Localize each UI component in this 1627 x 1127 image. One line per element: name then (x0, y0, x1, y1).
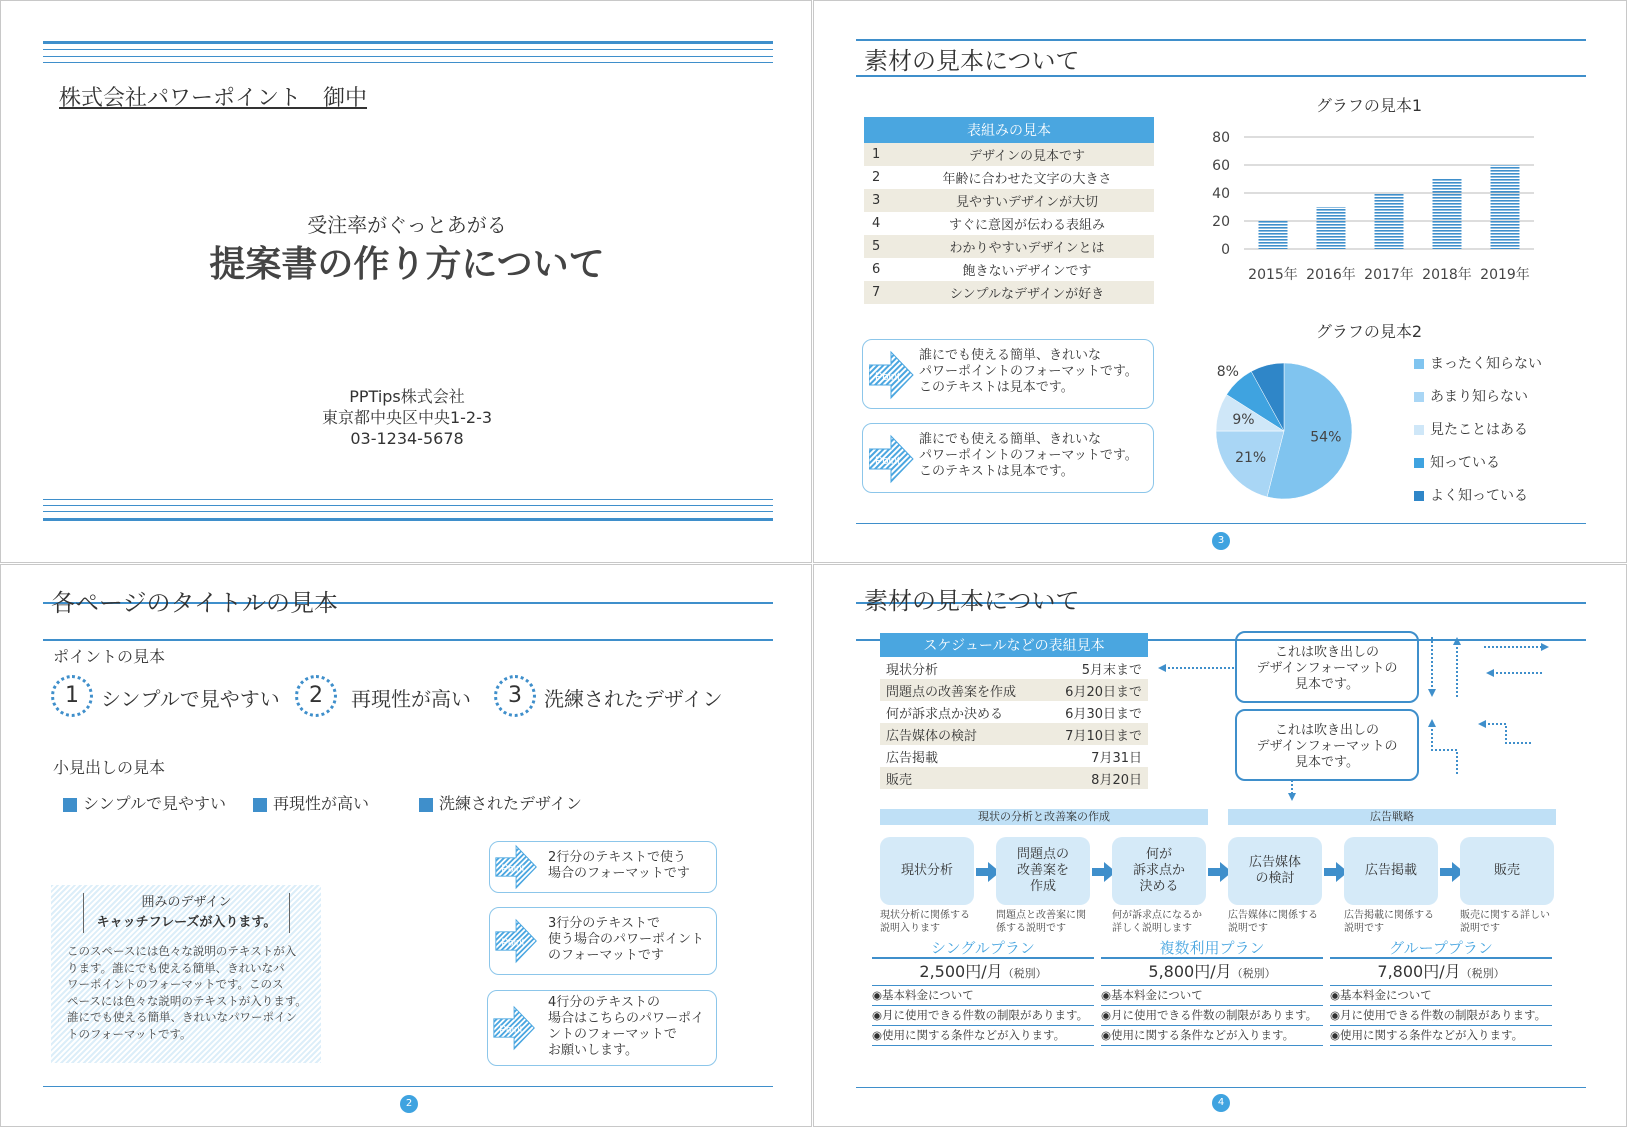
top-rule (43, 56, 773, 57)
plan-name: シングルプラン (872, 937, 1094, 959)
plan-name: 複数利用プラン (1101, 937, 1323, 959)
plan-card (1101, 937, 1323, 1046)
legend-label: よく知っている (1430, 488, 1528, 504)
step-label: 作成 (1029, 879, 1056, 894)
y-tick-label: 0 (1221, 242, 1230, 258)
company-info (1, 386, 812, 449)
box-header (83, 893, 290, 933)
date-cell: 8月20日 (1045, 767, 1148, 789)
slide-3-materials[interactable] (813, 0, 1627, 563)
row-number: 1 (864, 143, 900, 166)
step-label: 訴求点か (1132, 863, 1185, 878)
pie-value-label: 54% (1310, 429, 1342, 446)
plan-name: グループプラン (1330, 937, 1552, 959)
step-description (1460, 909, 1550, 935)
box-body-line: ワーポイントのフォーマットです。このス (67, 977, 284, 991)
date-cell: 6月20日まで (1045, 679, 1148, 701)
step-desc-line: 販売に関する詳しい (1460, 910, 1550, 921)
table-row (880, 745, 1148, 767)
step-description (1344, 909, 1434, 935)
point-line: 使う場合のパワーポイント (548, 932, 705, 947)
x-tick-label: 2016年 (1306, 267, 1356, 283)
plan-feature: ◉使用に関する条件などが入ります。 (1330, 1026, 1552, 1046)
company-phone: 03-1234-5678 (350, 429, 464, 448)
svg-text:Point: Point (875, 455, 901, 467)
page-number: 2 (400, 1095, 418, 1113)
point-line: パワーポイントのフォーマットです。 (919, 448, 1138, 463)
step-desc-line: 現状分析に関係する (880, 910, 970, 921)
x-tick-label: 2017年 (1364, 267, 1414, 283)
point-line: 誰にでも使える簡単、きれいな (919, 432, 1102, 447)
table-row (880, 767, 1148, 789)
plan-feature: ◉月に使用できる件数の制限があります。 (1101, 1006, 1323, 1026)
box-body (67, 943, 307, 1042)
step-label: 問題点の (1016, 847, 1069, 862)
bottom-rule (43, 505, 773, 506)
square-bullet-icon (63, 798, 77, 812)
step-description (1228, 909, 1318, 935)
top-rule (43, 62, 773, 63)
table-row (880, 657, 1148, 679)
step-description (1112, 909, 1202, 935)
process-step (1460, 837, 1554, 905)
title-rule-bottom (43, 639, 773, 641)
x-tick-label: 2018年 (1422, 267, 1472, 283)
row-text: すぐに意図が伝わる表組み (948, 218, 1105, 233)
point-line: 3行分のテキストで (548, 916, 661, 931)
row-number: 2 (872, 170, 881, 185)
subheading-item (419, 791, 582, 814)
table-row (880, 701, 1148, 723)
box-title: 囲みのデザイン (141, 895, 232, 910)
row-number: 7 (864, 281, 900, 304)
point-line: 誰にでも使える簡単、きれいな (919, 348, 1102, 363)
point-box-2lines (489, 841, 717, 893)
top-rule (43, 41, 773, 44)
slide-title: 素材の見本について (864, 587, 1080, 615)
box-body-line: ペースには色々な説明のテキストが入ります。 (67, 993, 307, 1008)
legend-swatch (1414, 491, 1424, 501)
subheading-label: 洗練されたデザイン (439, 794, 582, 813)
table-row (864, 281, 1154, 304)
plan-price (1330, 959, 1552, 986)
process-step (1228, 837, 1322, 905)
table-row (864, 189, 1154, 212)
pie-chart (1214, 361, 1394, 521)
legend-entry (1414, 386, 1528, 406)
process-step (996, 837, 1090, 905)
point-arrow-icon (494, 844, 540, 890)
subheading-heading: 小見出しの見本 (53, 758, 166, 777)
legend-swatch (1414, 392, 1424, 402)
footer-rule (856, 523, 1586, 524)
bar (1259, 221, 1288, 249)
legend-label: 知っている (1430, 455, 1500, 471)
square-bullet-icon (419, 798, 433, 812)
point-arrow-icon (869, 350, 915, 400)
legend-entry (1414, 353, 1542, 373)
y-tick-label: 40 (1212, 186, 1230, 202)
title-rule-bottom (856, 75, 1586, 77)
point-line: ントのフォーマットで (548, 1027, 677, 1042)
price-tax: （税別） (1460, 967, 1505, 980)
footer-rule (856, 1087, 1586, 1088)
point-arrow-icon (494, 918, 540, 964)
step-desc-line: 説明です (1228, 923, 1268, 934)
step-label: 決める (1139, 879, 1179, 894)
point-text: 再現性が高い (351, 687, 471, 711)
step-desc-line: 詳しく説明します (1112, 923, 1192, 934)
step-label: の検討 (1255, 871, 1295, 886)
task-cell: 何が訴求点か決める (886, 706, 1004, 722)
svg-text:Point: Point (501, 863, 525, 875)
point-text (548, 916, 704, 964)
row-text: デザインの見本です (900, 143, 1154, 166)
box-body-line: ります。誰にでも使える簡単、きれいなパ (67, 960, 285, 975)
bar (1491, 165, 1520, 249)
step-description (996, 909, 1086, 935)
step-desc-line: 広告掲載に関係する (1344, 910, 1434, 921)
row-number: 5 (864, 235, 900, 258)
slide-title: 素材の見本について (864, 47, 1080, 75)
company-address: 東京都中央区中央1-2-3 (321, 408, 493, 427)
task-cell: 販売 (880, 767, 1045, 789)
date-cell: 6月30日まで (1065, 706, 1142, 722)
legend-swatch (1414, 425, 1424, 435)
step-label: 広告媒体 (1248, 855, 1301, 870)
point-line: 2行分のテキストで使う (548, 850, 687, 865)
price-value: 2,500円/月 (919, 962, 1003, 981)
svg-text:Point: Point (875, 371, 901, 383)
x-tick-label: 2015年 (1248, 267, 1298, 283)
plan-card (872, 937, 1094, 1046)
top-rule (43, 49, 773, 50)
task-cell: 広告媒体の検討 (880, 723, 1045, 745)
row-text: わかりやすいデザインとは (900, 235, 1154, 258)
footer-rule (43, 1086, 773, 1087)
subheading-item (253, 791, 369, 814)
step-description (880, 909, 970, 935)
bubble-line: デザインフォーマットの (1256, 739, 1398, 754)
task-cell: 現状分析 (886, 662, 939, 678)
point-line: のフォーマットです (548, 948, 664, 963)
pie-chart-title: グラフの見本2 (1315, 322, 1423, 341)
legend-swatch (1414, 458, 1424, 468)
legend-entry (1414, 485, 1528, 505)
box-body-line: 誰にでも使える簡単、きれいなパワーポイン (67, 1010, 297, 1024)
step-label: 改善案を (1016, 863, 1069, 878)
row-text: シンプルなデザインが好き (900, 281, 1154, 304)
date-cell: 7月31日 (1091, 750, 1142, 766)
bottom-rule (43, 511, 773, 512)
pie-value-label: 9% (1232, 412, 1255, 429)
box-body-line: このスペースには色々な説明のテキストが入 (67, 944, 297, 958)
step-label: 広告掲載 (1364, 863, 1417, 878)
row-number: 4 (872, 216, 881, 231)
plan-feature: ◉基本料金について (872, 986, 1094, 1006)
step-desc-line: 説明入ります (880, 923, 940, 934)
price-value: 5,800円/月 (1148, 962, 1232, 981)
bar (1317, 207, 1346, 249)
step-label: 販売 (1493, 863, 1520, 878)
table-row (864, 212, 1154, 235)
table-row (864, 143, 1154, 166)
bubble-line: 見本です。 (1295, 755, 1359, 770)
point-box-1 (862, 339, 1154, 409)
step-label: 何が (1145, 847, 1172, 862)
point-text: シンプルで見やすい (101, 687, 280, 711)
point-text-2 (919, 432, 1138, 480)
legend-swatch (1414, 359, 1424, 369)
phase-bar-1: 現状の分析と改善案の作成 (880, 809, 1208, 825)
row-number: 3 (864, 189, 900, 212)
point-arrow-icon (869, 434, 915, 484)
cover-subtitle: 受注率がぐっとあがる (307, 213, 507, 237)
bubble-line: 見本です。 (1295, 677, 1359, 692)
bar (1375, 193, 1404, 249)
pie-value-label: 8% (1216, 364, 1239, 381)
points-heading: ポイントの見本 (53, 647, 166, 666)
bottom-rule (43, 499, 773, 500)
table-row (864, 258, 1154, 281)
point-text-1 (919, 348, 1138, 396)
row-text: 見やすいデザインが大切 (900, 189, 1154, 212)
slide-4-materials[interactable] (813, 564, 1627, 1127)
legend-entry (1414, 419, 1528, 439)
svg-text:Point: Point (501, 937, 525, 949)
step-desc-line: 説明です (1460, 923, 1500, 934)
legend-label: まったく知らない (1430, 356, 1542, 372)
slide-1-cover[interactable] (0, 0, 812, 563)
table-row (864, 235, 1154, 258)
point-arrow-icon (492, 1005, 538, 1051)
table-header: 表組みの見本 (864, 117, 1154, 143)
point-text (548, 995, 704, 1059)
task-cell: 広告掲載 (886, 750, 939, 766)
schedule-header: スケジュールなどの表組見本 (880, 633, 1148, 657)
plan-feature: ◉使用に関する条件などが入ります。 (1101, 1026, 1323, 1046)
y-tick-label: 20 (1212, 214, 1230, 230)
bar-chart (1189, 119, 1569, 299)
point-line: このテキストは見本です。 (919, 464, 1074, 479)
table-row (864, 166, 1154, 189)
pie-value-label: 21% (1235, 449, 1267, 466)
step-label: 現状分析 (900, 863, 953, 878)
legend-label: 見たことはある (1430, 422, 1528, 438)
point-text (548, 850, 690, 882)
schedule-table (880, 633, 1148, 789)
plan-price (1101, 959, 1323, 986)
step-desc-line: 説明です (1344, 923, 1384, 934)
point-number: 1 (51, 675, 93, 717)
point-number: 2 (295, 675, 337, 717)
svg-text:Point: Point (499, 1024, 523, 1036)
bar-chart-title: グラフの見本1 (1315, 96, 1423, 115)
point-line: 場合のフォーマットです (548, 866, 690, 881)
legend-entry (1414, 452, 1500, 472)
process-step (1344, 837, 1438, 905)
point-box-2 (862, 423, 1154, 493)
y-tick-label: 60 (1212, 158, 1230, 174)
step-desc-line: 何が訴求点になるか (1112, 910, 1202, 921)
plan-feature: ◉月に使用できる件数の制限があります。 (1330, 1006, 1552, 1026)
pie-legend (1414, 353, 1614, 513)
bubble-line: デザインフォーマットの (1256, 661, 1398, 676)
bottom-rule (43, 518, 773, 521)
page-number: 3 (1212, 532, 1230, 550)
table-row (880, 679, 1148, 701)
process-step (880, 837, 974, 905)
price-value: 7,800円/月 (1377, 962, 1461, 981)
x-tick-label: 2019年 (1480, 267, 1530, 283)
date-cell: 7月10日まで (1045, 723, 1148, 745)
step-desc-line: 広告媒体に関係する (1228, 910, 1318, 921)
point-box-3lines (489, 907, 717, 975)
subheading-label: 再現性が高い (273, 794, 370, 813)
box-body-line: トのフォーマットです。 (67, 1026, 192, 1041)
subheading-label: シンプルで見やすい (83, 794, 226, 813)
sample-table (864, 117, 1154, 304)
step-desc-line: 問題点と改善案に関 (996, 910, 1086, 921)
plan-feature: ◉使用に関する条件などが入ります。 (872, 1026, 1094, 1046)
box-catchphrase: キャッチフレーズが入ります。 (96, 915, 277, 930)
slide-2-title-samples[interactable] (0, 564, 812, 1127)
y-tick-label: 80 (1212, 130, 1230, 146)
task-cell: 問題点の改善案を作成 (880, 679, 1045, 701)
enclosed-design-box (51, 885, 321, 1063)
square-bullet-icon (253, 798, 267, 812)
row-number: 6 (872, 262, 881, 277)
plan-card (1330, 937, 1552, 1046)
price-tax: （税別） (1002, 967, 1047, 980)
point-text: 洗練されたデザイン (544, 687, 723, 711)
legend-label: あまり知らない (1430, 389, 1528, 405)
phase-bar-2: 広告戦略 (1228, 809, 1556, 825)
row-text: 年齢に合わせた文字の大きさ (942, 172, 1112, 187)
cover-title: 提案書の作り方について (209, 244, 605, 285)
bar (1433, 179, 1462, 249)
subheading-item (63, 791, 226, 814)
client-name: 株式会社パワーポイント 御中 (59, 86, 368, 111)
plan-price (872, 959, 1094, 986)
slide-title: 各ページのタイトルの見本 (51, 589, 339, 617)
plan-feature: ◉基本料金について (1330, 986, 1552, 1006)
page-number: 4 (1212, 1094, 1230, 1112)
date-cell: 5月末まで (1081, 662, 1142, 678)
row-text: 飽きないデザインです (962, 264, 1092, 279)
point-number: 3 (494, 675, 536, 717)
price-tax: （税別） (1231, 967, 1276, 980)
step-desc-line: 係する説明です (996, 923, 1066, 934)
table-row (880, 723, 1148, 745)
point-line: 場合はこちらのパワーポイ (548, 1011, 705, 1026)
point-line: パワーポイントのフォーマットです。 (919, 364, 1138, 379)
bubble-line: これは吹き出しの (1274, 645, 1379, 660)
plan-feature: ◉基本料金について (1101, 986, 1323, 1006)
point-line: 4行分のテキストの (548, 995, 661, 1010)
point-line: お願いします。 (548, 1043, 638, 1058)
point-box-4lines (487, 990, 717, 1066)
plan-feature: ◉月に使用できる件数の制限があります。 (872, 1006, 1094, 1026)
process-step (1112, 837, 1206, 905)
company-name: PPTips株式会社 (349, 387, 465, 406)
bubble-line: これは吹き出しの (1274, 723, 1379, 738)
dotted-arrows-decor (1144, 625, 1584, 805)
point-line: このテキストは見本です。 (919, 380, 1074, 395)
